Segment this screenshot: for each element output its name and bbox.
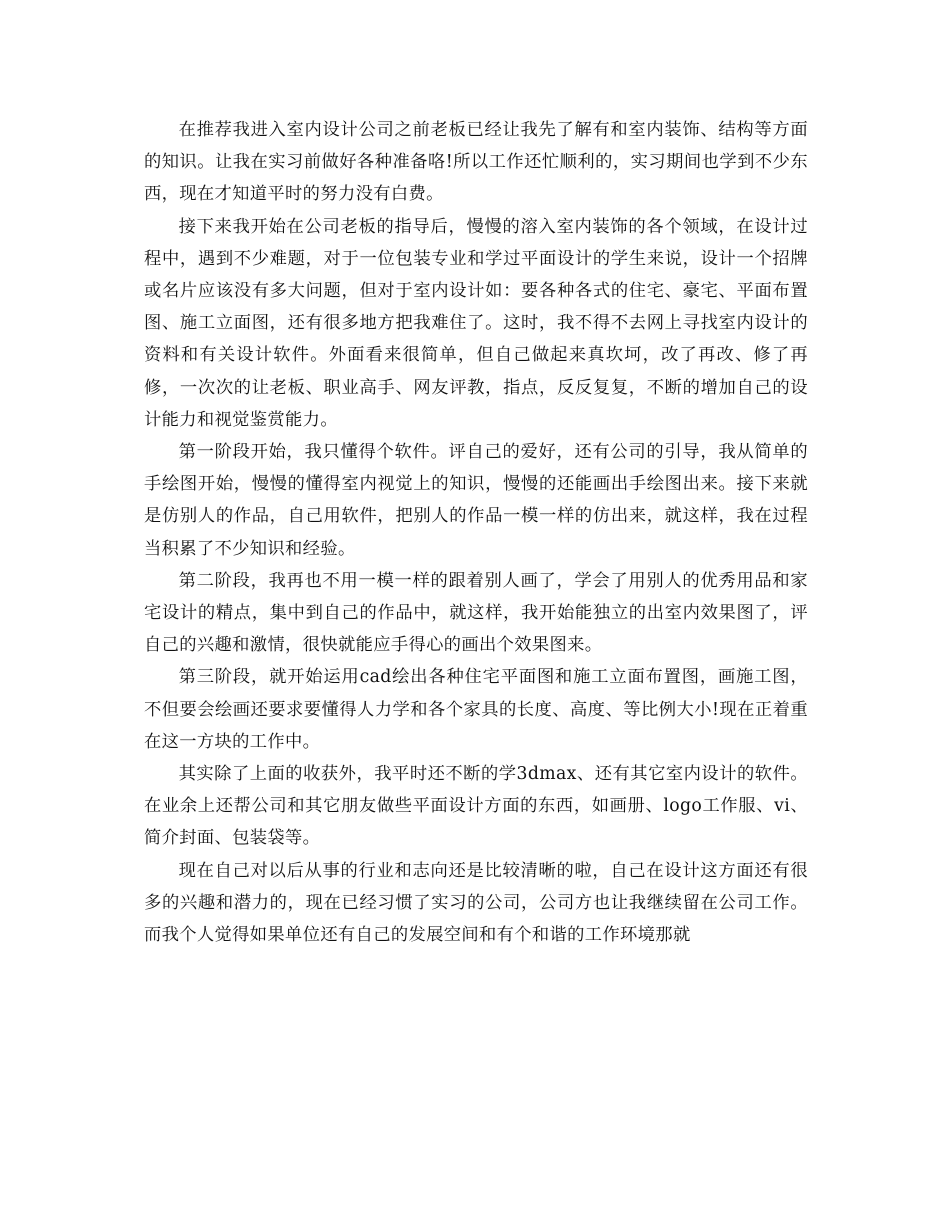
paragraph-5: 第三阶段，就开始运用cad绘出各种住宅平面图和施工立面布置图，画施工图，不但要会绘画还要求要懂得人力学和各个家具的长度、高度、等比例大小!现在正着重在这一方块的工作中。 [144,667,808,752]
paragraph-1: 在推荐我进入室内设计公司之前老板已经让我先了解有和室内装饰、结构等方面的知识。让我在实习前做好各种准备咯!所以工作还忙顺利的，实习期间也学到不少东西，现在才知道平时的努力没有白费。 [144,120,808,205]
paragraph-2: 接下来我开始在公司老板的指导后，慢慢的溶入室内装饰的各个领域，在设计过程中，遇到不少难题，对于一位包装专业和学过平面设计的学生来说，设计一个招牌或名片应该没有多大问题，但对于室内设计如：要各种各式的住宅、豪宅、平面布置图、施工立面图，还有很多地方把我难住了。这时，我不得不去网上寻找室内设计的资料和有关设计软件。外面看来很简单，但自己做起来真坎坷，改了再改、修了再修，一次次的让老板、职业高手、网友评教，指点，反反复复，不断的增加自己的设计能力和视觉鉴赏能力。 [144,216,808,430]
paragraph-4: 第二阶段，我再也不用一模一样的跟着别人画了，学会了用别人的优秀用品和家宅设计的精点，集中到自己的作品中，就这样，我开始能独立的出室内效果图了，评自己的兴趣和激情，很快就能应手得心的画出个效果图来。 [144,570,808,656]
paragraph-3: 第一阶段开始，我只懂得个软件。评自己的爱好，还有公司的引导，我从简单的手绘图开始，慢慢的懂得室内视觉上的知识，慢慢的还能画出手绘图出来。接下来就是仿别人的作品，自己用软件，把别人的作品一模一样的仿出来，就这样，我在过程当积累了不少知识和经验。 [144,442,808,559]
document-body [144,114,808,951]
paragraph-6: 其实除了上面的收获外，我平时还不断的学3dmax、还有其它室内设计的软件。在业余上还帮公司和其它朋友做些平面设计方面的东西，如画册、logo工作服、vi、简介封面、包装袋等。 [144,764,808,849]
paragraph-7: 现在自己对以后从事的行业和志向还是比较清晰的啦，自己在设计这方面还有很多的兴趣和潜力的，现在已经习惯了实习的公司，公司方也让我继续留在公司工作。而我个人觉得如果单位还有自己的发展空间和有个和谐的工作环境那就 [144,860,808,946]
